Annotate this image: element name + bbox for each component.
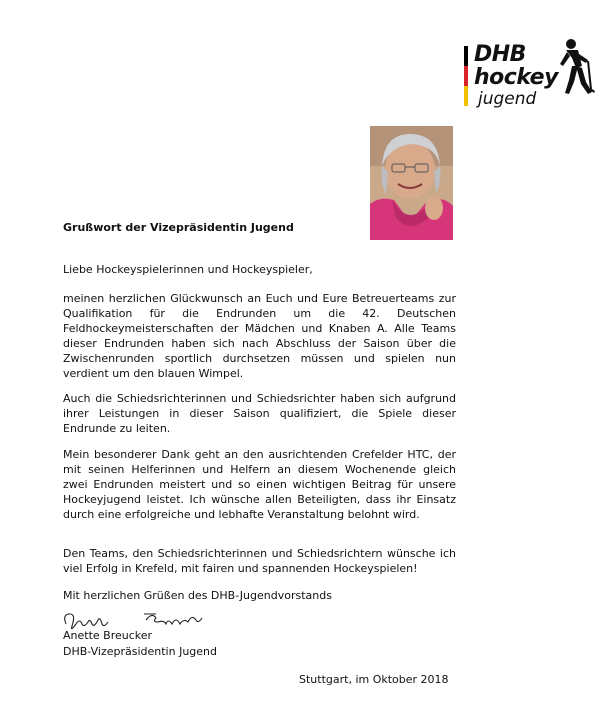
logo-text-hockey: hockey: [474, 65, 558, 90]
closing-line: Mit herzlichen Grüßen des DHB-Jugendvorstands: [63, 589, 332, 602]
portrait-photo: [370, 126, 453, 240]
letter-title: Grußwort der Vizepräsidentin Jugend: [63, 221, 294, 234]
flag-stripes: [464, 46, 468, 106]
signer-name: Anette Breucker: [63, 629, 153, 642]
dhb-hockey-jugend-logo: [458, 38, 598, 114]
hockey-player-icon: [554, 38, 596, 100]
flag-stripe-black: [464, 46, 468, 66]
paragraph-wishes: Den Teams, den Schiedsrichterinnen und Schiedsrichtern wünsche ich viel Erfolg in Krefeld, mit fairen und spannenden Hockeyspielen!: [63, 547, 456, 575]
flag-stripe-red: [464, 66, 468, 86]
paragraph-thanks: Mein besonderer Dank geht an den ausrichtenden Crefelder HTC, der mit seinen Helferinnen und Helfern an diesem Wochenende gleich zwei Endrunden meistert und so einen wichtigen Beitrag für unsere Hockeyjugend leistet. Ich wünsche allen Beteiligten, dass ihr Einsatz durch eine erfolgreiche und lebhafte Veranstaltung belohnt wird.: [63, 448, 456, 521]
signer-role: DHB-Vizepräsidentin Jugend: [63, 645, 218, 658]
logo-text-dhb: DHB: [474, 42, 526, 67]
paragraph-referees: Auch die Schiedsrichterinnen und Schiedsrichter haben sich aufgrund ihrer Leistungen in dieser Saison qualifiziert, die Spiele dieser Endrunde zu leiten.: [63, 392, 456, 435]
flag-stripe-gold: [464, 86, 468, 106]
greeting: Liebe Hockeyspielerinnen und Hockeyspieler,: [63, 263, 313, 276]
paragraph-congratulations: meinen herzlichen Glückwunsch an Euch und Eure Betreuerteams zur Qualifikation für die Endrunden um die 42. Deutschen Feldhockeymeisterschaften der Mädchen und Knaben A. Alle Teams dieser Endrunden haben sich nach Abschluss der Saison über die Zwischenrunden sportlich durchsetzen müssen und spielen nun verdient um den blauen Wimpel.: [63, 292, 456, 380]
logo-text-jugend: jugend: [478, 89, 537, 109]
place-and-date: Stuttgart, im Oktober 2018: [299, 673, 449, 686]
